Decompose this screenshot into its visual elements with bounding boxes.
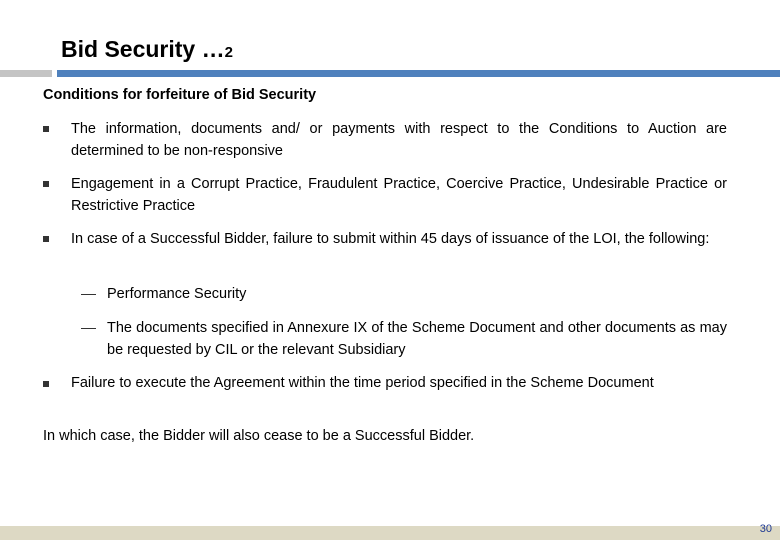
slide-title-text: Bid Security … — [61, 36, 225, 62]
sub-bullet-dash-icon — [81, 294, 96, 295]
footer-bar — [0, 526, 780, 540]
sub-bullet-dash-icon — [81, 328, 96, 329]
bullet-square-icon — [43, 126, 49, 132]
slide-title-suffix: 2 — [224, 44, 233, 61]
bullet-item: The information, documents and/ or payments with respect to the Conditions to Auction are determined to be non-responsive — [71, 121, 727, 159]
bullet-item: In case of a Successful Bidder, failure to submit within 45 days of issuance of the LOI, the following: — [71, 231, 710, 247]
page-number: 30 — [759, 523, 772, 535]
bullet-item: Engagement in a Corrupt Practice, Fraudulent Practice, Coercive Practice, Undesirable Practice or Restrictive Practice — [71, 176, 727, 214]
sub-bullet-item: Performance Security — [107, 286, 247, 302]
title-accent-bar-blue — [57, 70, 780, 77]
title-accent-bar-gray — [0, 70, 52, 77]
bullet-item: Failure to execute the Agreement within the time period specified in the Scheme Document — [71, 375, 654, 391]
bullet-square-icon — [43, 236, 49, 242]
slide-title — [61, 36, 233, 63]
bullet-square-icon — [43, 381, 49, 387]
bullet-square-icon — [43, 181, 49, 187]
closing-statement: In which case, the Bidder will also cease to be a Successful Bidder. — [43, 428, 475, 444]
section-heading: Conditions for forfeiture of Bid Security — [43, 87, 317, 103]
sub-bullet-item: The documents specified in Annexure IX of the Scheme Document and other documents as may be requested by CIL or the relevant Subsidiary — [107, 320, 727, 358]
